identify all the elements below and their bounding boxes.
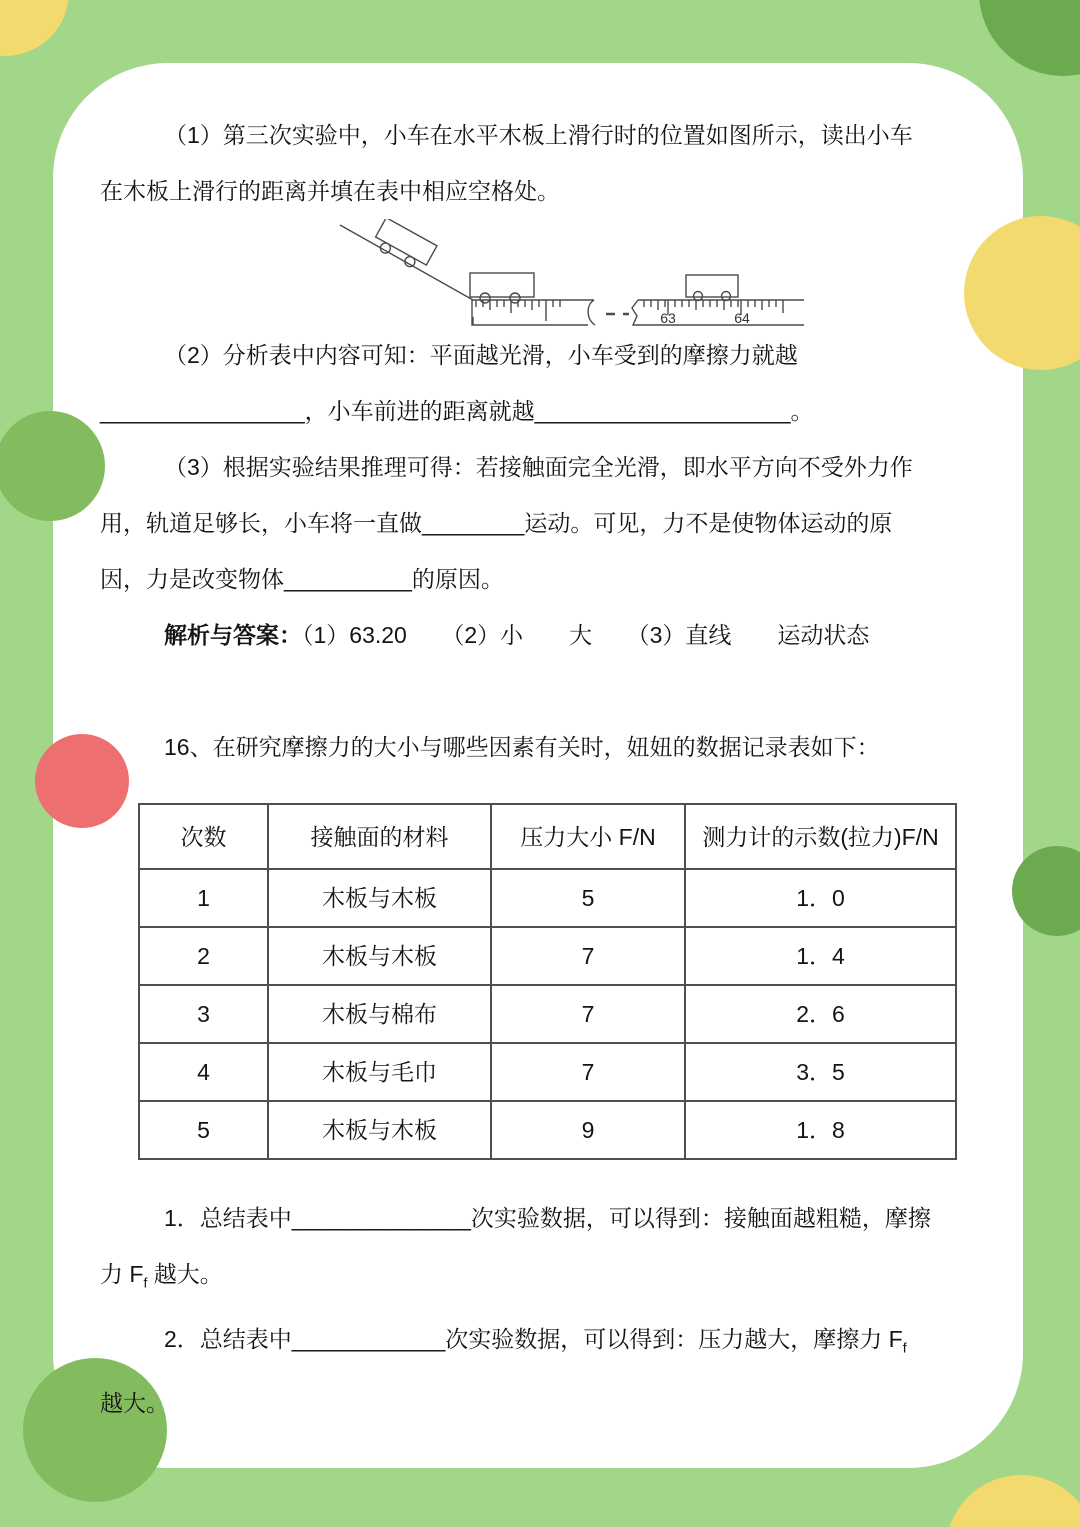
experiment-diagram <box>332 219 978 327</box>
table-cell: 4 <box>139 1043 268 1101</box>
subquestion1-line: 1．总结表中______________次实验数据，可以得到：接触面越粗糙，摩擦 <box>164 1205 931 1231</box>
answer-line <box>100 607 978 663</box>
table-cell: 7 <box>491 927 685 985</box>
subquestion2-line <box>100 1311 978 1376</box>
table-cell: 木板与木板 <box>268 1101 491 1159</box>
table-row <box>139 927 956 985</box>
table-row <box>139 985 956 1043</box>
table-cell: 3 <box>139 985 268 1043</box>
ruler-segment-1 <box>472 300 595 325</box>
table-cell: 木板与棉布 <box>268 985 491 1043</box>
table-cell: 3．5 <box>685 1043 956 1101</box>
table-cell: 1．8 <box>685 1101 956 1159</box>
table-cell: 7 <box>491 985 685 1043</box>
table-cell: 1 <box>139 869 268 927</box>
ruler-segment-2 <box>632 300 804 326</box>
table-row <box>139 869 956 927</box>
table-header-cell: 压力大小 F/N <box>491 804 685 869</box>
cart-on-ruler-2-icon <box>686 275 738 301</box>
ruler-label-63: 63 <box>660 310 676 326</box>
subquestion2-text: 2．总结表中____________次实验数据，可以得到：压力越大，摩擦力 F <box>164 1325 903 1352</box>
subquestion1-line <box>100 1246 978 1311</box>
table-cell: 2．6 <box>685 985 956 1043</box>
question3-line: 用，轨道足够长，小车将一直做________运动。可见，力不是使物体运动的原 <box>100 510 893 536</box>
answer-label: 解析与答案： <box>164 622 302 648</box>
subquestion1-text: 力 F <box>100 1261 144 1287</box>
question1-line: （1）第三次实验中，小车在水平木板上滑行时的位置如图所示，读出小车 <box>164 122 913 148</box>
subquestion1-text: 越大。 <box>147 1261 223 1287</box>
question1-line: 在木板上滑行的距离并填在表中相应空格处。 <box>100 178 560 204</box>
table-cell: 木板与木板 <box>268 869 491 927</box>
table-cell: 木板与木板 <box>268 927 491 985</box>
cart-on-incline-icon <box>371 219 437 274</box>
force-subscript: f <box>143 1274 148 1291</box>
table-row <box>139 1043 956 1101</box>
table-cell: 木板与毛巾 <box>268 1043 491 1101</box>
question3-line: （3）根据实验结果推理可得：若接触面完全光滑，即水平方向不受外力作 <box>164 454 913 480</box>
subquestion2-line: 越大。 <box>100 1390 169 1417</box>
table-cell: 1．4 <box>685 927 956 985</box>
table-header-cell: 测力计的示数(拉力)F/N <box>685 804 956 869</box>
table-row <box>139 1101 956 1159</box>
question2-line: ________________，小车前进的距离就越____________________。 <box>100 398 814 424</box>
force-subscript: f <box>902 1339 907 1356</box>
incline-line <box>340 225 473 300</box>
table-header-cell: 次数 <box>139 804 268 869</box>
friction-data-table <box>138 803 957 1160</box>
table-cell: 5 <box>491 869 685 927</box>
question3-line: 因，力是改变物体__________的原因。 <box>100 566 504 592</box>
worksheet-content <box>53 107 1023 1431</box>
worksheet-card <box>53 63 1023 1468</box>
table-cell: 9 <box>491 1101 685 1159</box>
cart-on-ruler-1-icon <box>470 273 534 303</box>
decor-circle-top-left <box>0 0 69 56</box>
table-cell: 2 <box>139 927 268 985</box>
question2-line: （2）分析表中内容可知：平面越光滑，小车受到的摩擦力就越 <box>164 342 798 368</box>
table-cell: 1．0 <box>685 869 956 927</box>
decor-circle-bottom-right <box>946 1475 1080 1527</box>
table-header-cell: 接触面的材料 <box>268 804 491 869</box>
question16-intro: 16、在研究摩擦力的大小与哪些因素有关时，妞妞的数据记录表如下： <box>164 734 880 760</box>
answer-text: （1）63.20 （2）小 大 （3）直线 运动状态 <box>302 622 870 648</box>
decor-circle-top-right <box>979 0 1080 76</box>
ruler-label-64: 64 <box>734 310 750 326</box>
table-header-row <box>139 804 956 869</box>
table-cell: 7 <box>491 1043 685 1101</box>
table-cell: 5 <box>139 1101 268 1159</box>
